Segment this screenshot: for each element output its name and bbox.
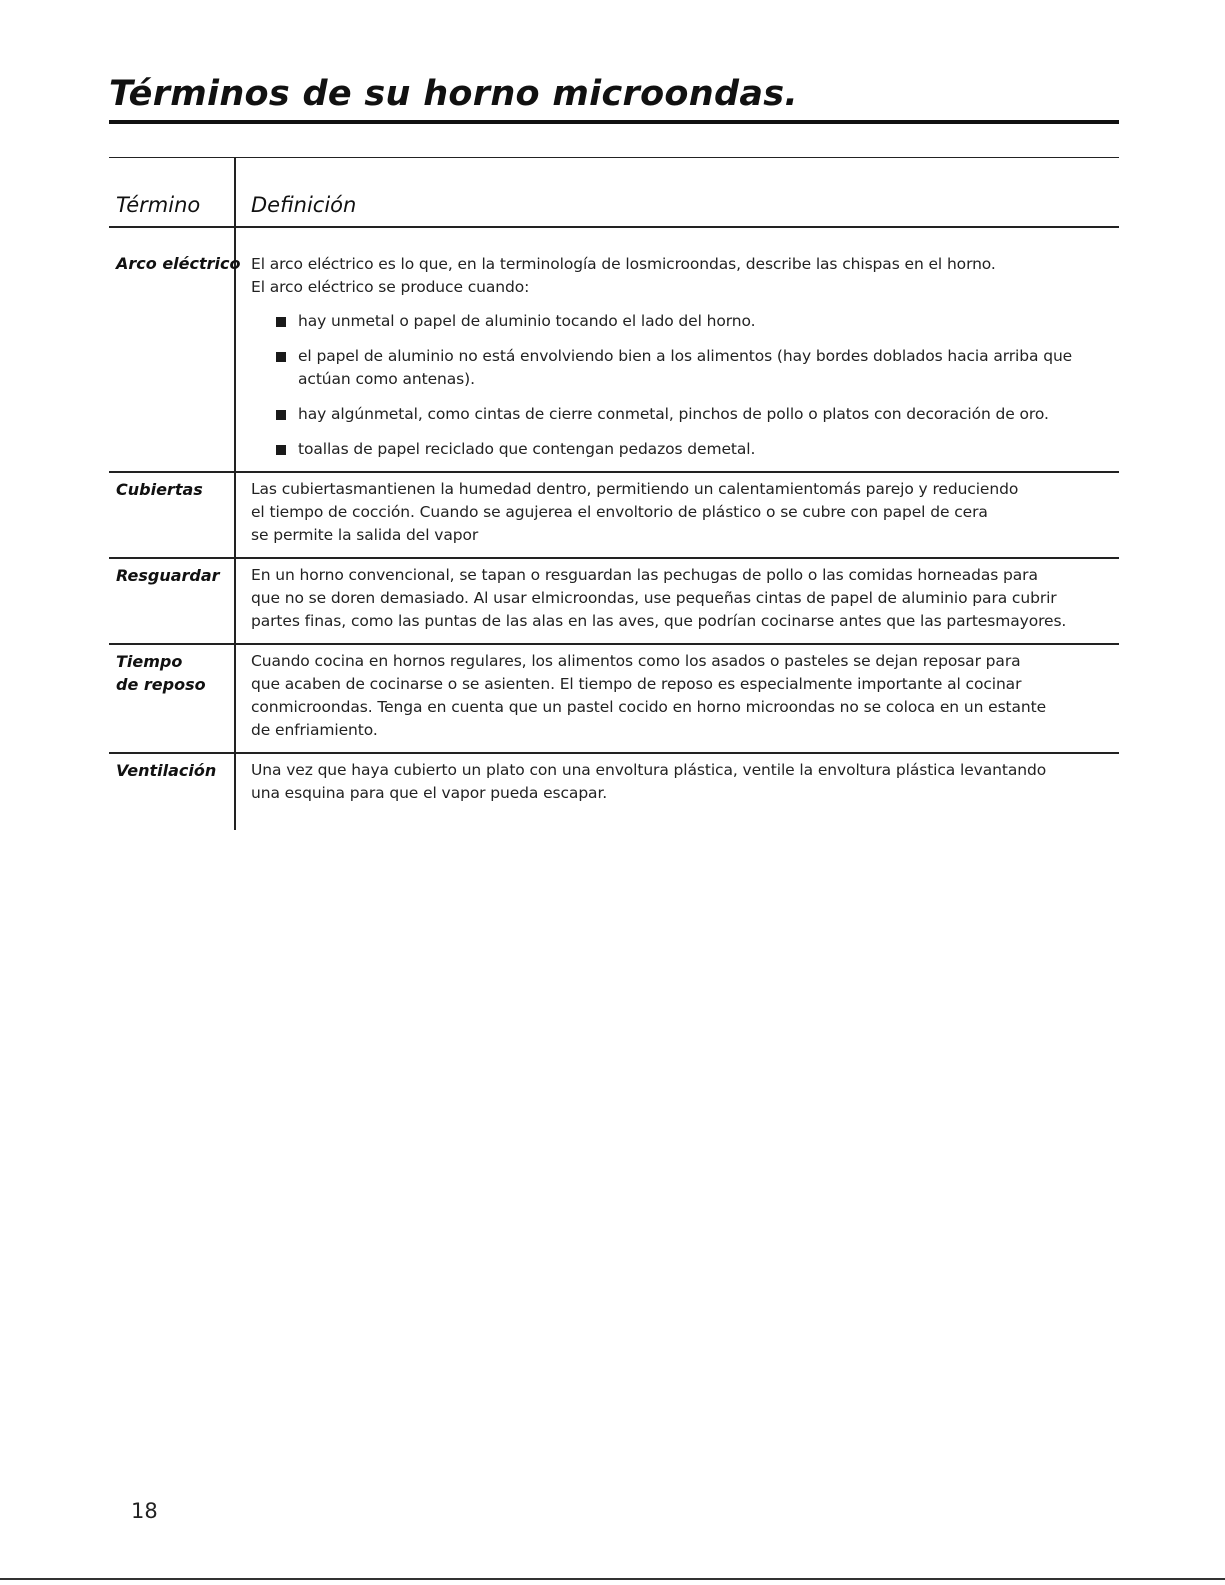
- term-resguardar: Resguardar: [116, 566, 220, 585]
- definition-line: Una vez que haya cubierto un plato con una envoltura plástica, ventile la envoltura plástica levantando: [251, 761, 1047, 779]
- definition-line: de enfriamiento.: [251, 721, 378, 739]
- definition-line: El arco eléctrico es lo que, en la terminología de losmicroondas, describe las chispas en el horno.: [251, 255, 996, 273]
- header-definition: Definición: [251, 193, 357, 217]
- page-title: Términos de su horno microondas.: [109, 74, 798, 114]
- header-rule: [109, 226, 1119, 228]
- square-bullet-icon: [276, 410, 286, 420]
- row-rule: [109, 643, 1119, 645]
- definition-line: conmicroondas. Tenga en cuenta que un pastel cocido en horno microondas no se coloca en un estante: [251, 698, 1047, 716]
- definition-line: se permite la salida del vapor: [251, 526, 479, 544]
- page-number: 18: [131, 1499, 158, 1523]
- square-bullet-icon: [276, 352, 286, 362]
- definition-line: El arco eléctrico se produce cuando:: [251, 278, 530, 296]
- bullet-list: [251, 310, 1111, 461]
- row-rule: [109, 752, 1119, 754]
- definition-line: Las cubiertasmantienen la humedad dentro, permitiendo un calentamientomás parejo y reduciendo: [251, 480, 1019, 498]
- definition-line: que no se doren demasiado. Al usar elmicroondas, use pequeñas cintas de papel de aluminio para cubrir: [251, 589, 1057, 607]
- definition-resguardar: [251, 564, 1111, 633]
- definition-tiempo-de-reposo: [251, 650, 1111, 742]
- bullet-text: hay algúnmetal, como cintas de cierre conmetal, pinchos de pollo o platos con decoración de oro.: [298, 405, 1049, 423]
- term-cubiertas: Cubiertas: [116, 480, 203, 499]
- term-arco-electrico: Arco eléctrico: [116, 254, 241, 273]
- term-line: Tiempo: [116, 652, 183, 671]
- title-underline: [109, 120, 1119, 124]
- term-tiempo-de-reposo: [116, 650, 206, 696]
- header-term: Término: [116, 193, 201, 217]
- definition-line: Cuando cocina en hornos regulares, los alimentos como los asados o pasteles se dejan reposar para: [251, 652, 1021, 670]
- square-bullet-icon: [276, 445, 286, 455]
- bullet-text: hay unmetal o papel de aluminio tocando el lado del horno.: [298, 312, 756, 330]
- page-bottom-rule: [0, 1578, 1225, 1580]
- row-rule: [109, 471, 1119, 473]
- term-line: de reposo: [116, 675, 206, 694]
- list-item: [251, 403, 1111, 426]
- definition-line: una esquina para que el vapor pueda escapar.: [251, 784, 608, 802]
- list-item: [251, 310, 1111, 333]
- term-ventilacion: Ventilación: [116, 761, 217, 780]
- definition-line: el tiempo de cocción. Cuando se agujerea el envoltorio de plástico o se cubre con papel de cera: [251, 503, 988, 521]
- list-item: [251, 345, 1111, 391]
- definition-line: En un horno convencional, se tapan o resguardan las pechugas de pollo o las comidas horneadas para: [251, 566, 1038, 584]
- definition-ventilacion: [251, 759, 1111, 805]
- table-top-rule: [109, 157, 1119, 158]
- definition-cubiertas: [251, 478, 1111, 547]
- list-item: [251, 438, 1111, 461]
- bullet-text: el papel de aluminio no está envolviendo bien a los alimentos (hay bordes doblados hacia arriba que actúan como antenas).: [298, 347, 1073, 388]
- definition-line: partes finas, como las puntas de las alas en las aves, que podrían cocinarse antes que las partesmayores.: [251, 612, 1067, 630]
- square-bullet-icon: [276, 317, 286, 327]
- row-rule: [109, 557, 1119, 559]
- definition-line: que acaben de cocinarse o se asienten. El tiempo de reposo es especialmente importante al cocinar: [251, 675, 1022, 693]
- definition-arco-electrico: [251, 253, 1111, 461]
- bullet-text: toallas de papel reciclado que contengan pedazos demetal.: [298, 440, 756, 458]
